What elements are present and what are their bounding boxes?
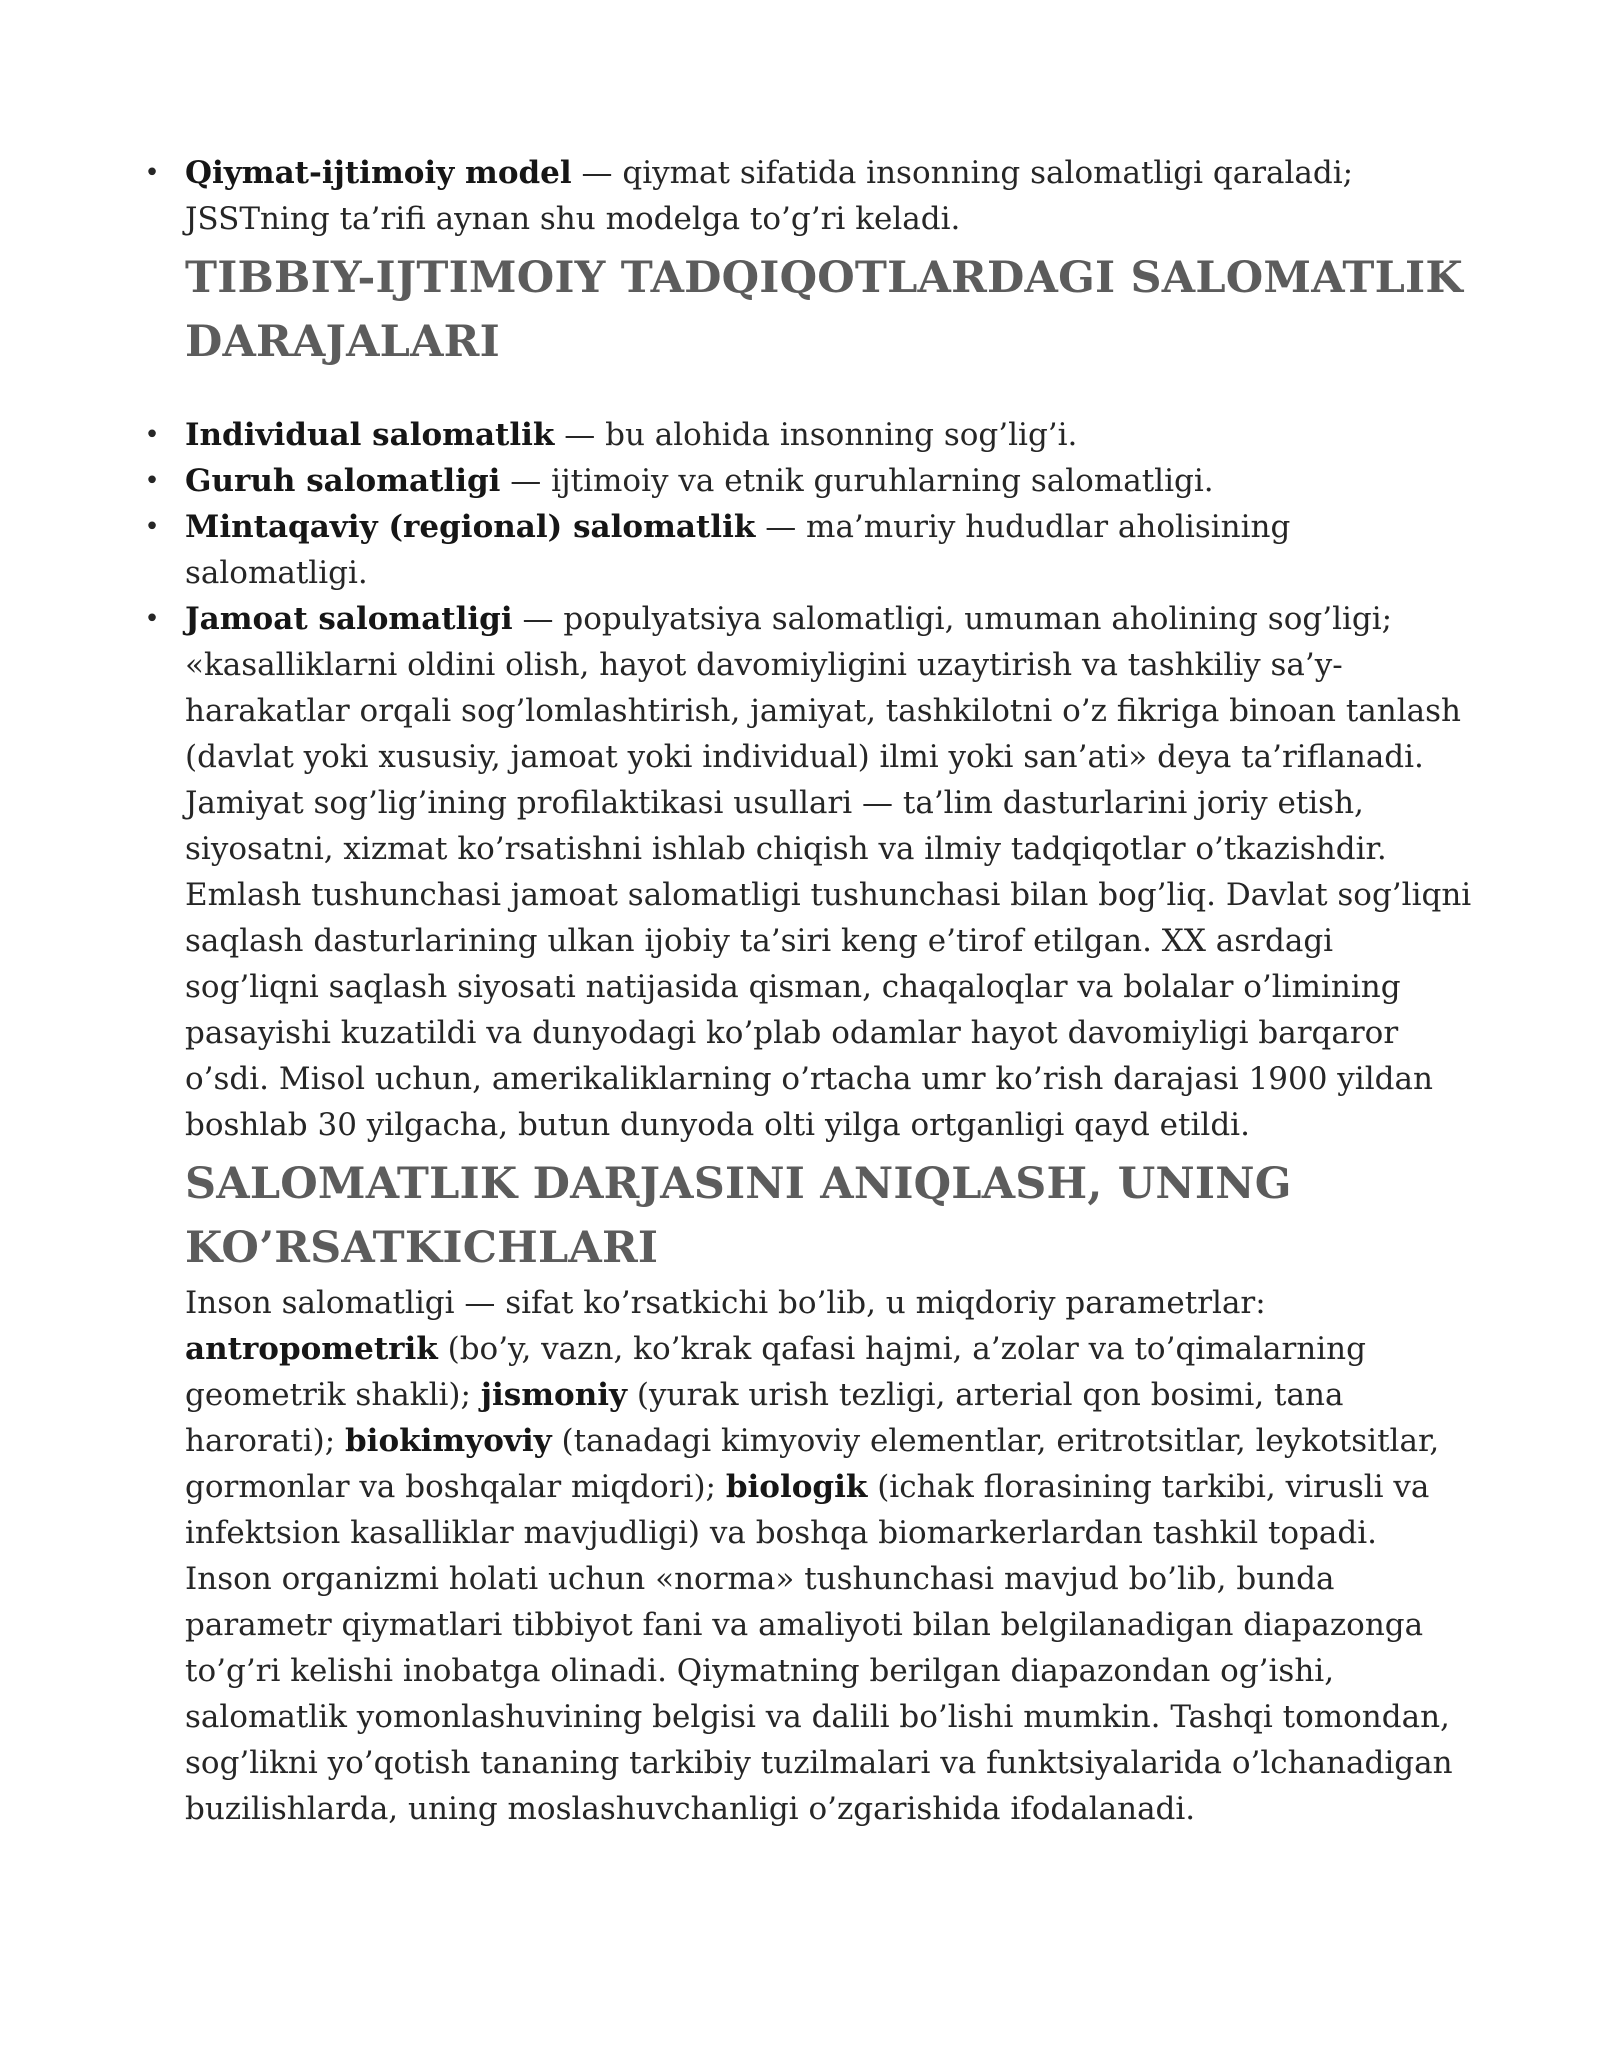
list-item-term: Mintaqaviy (regional) salomatlik bbox=[185, 509, 756, 545]
list-item bbox=[144, 596, 1475, 1148]
term-biokimyoviy: biokimyoviy bbox=[345, 1423, 552, 1459]
list-item-text: — ijtimoiy va etnik guruhlarning salomatligi. bbox=[500, 463, 1214, 499]
list-item-term: Qiymat-ijtimoiy model bbox=[185, 155, 572, 191]
list-item-text: — qiymat sifatida insonning salomatligi qaraladi; JSSTning ta’rifi aynan shu modelga to’g’ri keladi. bbox=[185, 155, 1354, 237]
bullet-icon: • bbox=[144, 604, 160, 634]
bullet-icon: • bbox=[144, 420, 160, 450]
list-item bbox=[144, 150, 1475, 242]
paragraph-text: (yurak urish tezligi, arterial qon bosimi, tana harorati); bbox=[185, 1377, 1344, 1459]
list-item-text: — ma’muriy hududlar aholisining salomatligi. bbox=[185, 509, 1291, 591]
list-item bbox=[144, 458, 1475, 504]
salomatlik-levels-list bbox=[144, 412, 1475, 1148]
document-content bbox=[144, 150, 1475, 1832]
paragraph-text: (tanadagi kimyoviy elementlar, eritrotsitlar, leykotsitlar, gormonlar va boshqalar miqdori); bbox=[185, 1423, 1440, 1505]
bullet-icon: • bbox=[144, 158, 160, 188]
list-item bbox=[144, 412, 1475, 458]
list-item-text: — populyatsiya salomatligi, umuman aholining sog’ligi; «kasalliklarni oldini olish, hayot davomiyligini uzaytirish va tashkiliy sa’y-harakatlar orqali sog’lomlashtirish, jamiyat, tashkilotni o’z fikriga binoan tanlash (davlat yoki xususiy, jamoat yoki individual) ilmi yoki san’ati» deya ta’riflanadi. Jamiyat sog’lig’ining profilaktikasi usullari — ta’lim dasturlarini joriy etish, siyosatni, xizmat ko’rsatishni ishlab chiqish va ilmiy tadqiqotlar o’tkazishdir. Emlash tushunchasi jamoat salomatligi tushunchasi bilan bog’liq. Davlat sog’liqni saqlash dasturlarining ulkan ijobiy ta’siri keng e’tirof etilgan. XX asrdagi sog’liqni saqlash siyosati natijasida qisman, chaqaloqlar va bolalar o’limining pasayishi kuzatildi va dunyodagi ko’plab odamlar hayot davomiyligi barqaror o’sdi. Misol uchun, amerikaliklarning o’rtacha umr ko’rish darajasi 1900 yildan boshlab 30 yilgacha, butun dunyoda olti yilga ortganligi qayd etildi. bbox=[185, 601, 1472, 1143]
intro-list bbox=[144, 150, 1475, 242]
term-biologik: biologik bbox=[725, 1469, 868, 1505]
bullet-icon: • bbox=[144, 512, 160, 542]
paragraph-indicators bbox=[185, 1280, 1475, 1556]
section-heading: TIBBIY-IJTIMOIY TADQIQOTLARDAGI SALOMATLIK DARAJALARI bbox=[185, 253, 1463, 367]
list-item-term: Guruh salomatligi bbox=[185, 463, 501, 499]
paragraph-text: (bo’y, vazn, ko’krak qafasi hajmi, a’zolar va to’qimalarning geometrik shakli); bbox=[185, 1331, 1366, 1413]
list-item-term: Jamoat salomatligi bbox=[185, 601, 513, 637]
term-antropometrik: antropometrik bbox=[185, 1331, 438, 1367]
paragraph-norma: Inson organizmi holati uchun «norma» tushunchasi mavjud bo’lib, bunda parametr qiymatlari tibbiyot fani va amaliyoti bilan belgilanadigan diapazonga to’g’ri kelishi inobatga olinadi. Qiymatning berilgan diapazondan og’ishi, salomatlik yomonlashuvining belgisi va dalili bo’lishi mumkin. Tashqi tomondan, sog’likni yo’qotish tananing tarkibiy tuzilmalari va funktsiyalarida o’lchanadigan buzilishlarda, uning moslashuvchanligi o’zgarishida ifodalanadi. bbox=[185, 1561, 1453, 1827]
list-item-text: — bu alohida insonning sog’lig’i. bbox=[554, 417, 1078, 453]
list-item-term: Individual salomatlik bbox=[185, 417, 555, 453]
list-item bbox=[144, 504, 1475, 596]
document-page bbox=[0, 150, 1600, 1832]
paragraph-text: (ichak florasining tarkibi, virusli va infektsion kasalliklar mavjudligi) va boshqa biomarkerlardan tashkil topadi. bbox=[185, 1469, 1430, 1551]
section-heading: SALOMATLIK DARJASINI ANIQLASH, UNING KO’RSATKICHLARI bbox=[185, 1159, 1292, 1273]
paragraph-text: Inson salomatligi — sifat ko’rsatkichi bo’lib, u miqdoriy parametrlar: bbox=[185, 1285, 1266, 1321]
term-jismoniy: jismoniy bbox=[480, 1377, 628, 1413]
bullet-icon: • bbox=[144, 466, 160, 496]
